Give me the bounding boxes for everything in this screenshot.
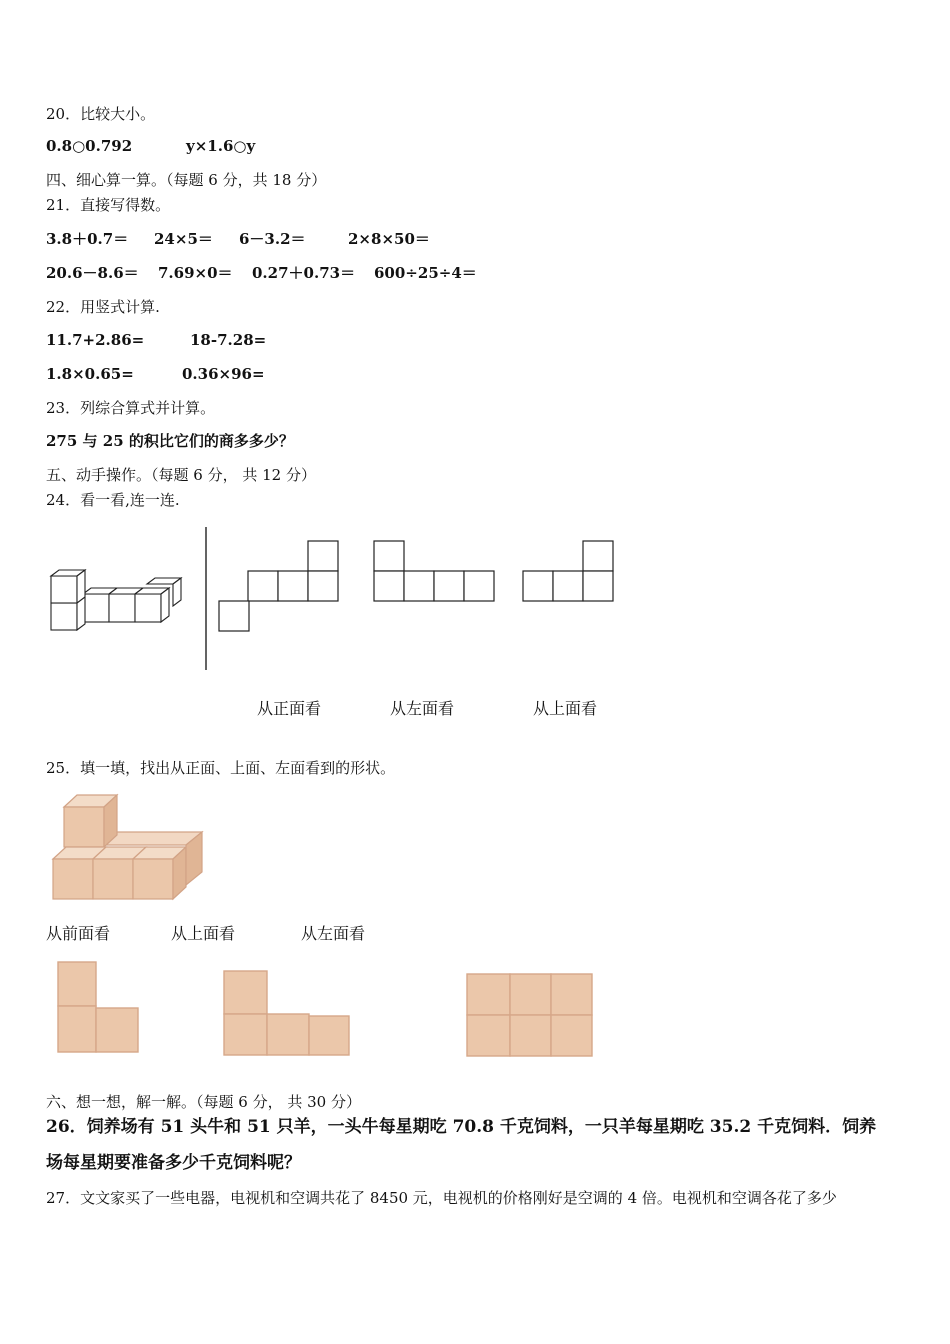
q25-label: 从左面看	[301, 924, 366, 943]
q24-divider	[203, 527, 209, 670]
q27-line-1: 27．文文家买了一些电器，电视机和空调共花了 8450 元，电视机的价格刚好是空调的 4 倍。电视机和空调各花了多少	[46, 1189, 837, 1207]
q25-title: 25．填一填，找出从正面、上面、左面看到的形状。	[46, 759, 396, 777]
q25-block-figure	[50, 792, 206, 904]
q25-label: 从上面看	[171, 924, 236, 943]
q21-item: 2×8×50＝	[348, 230, 430, 248]
q21-item: 20.6－8.6＝	[46, 264, 139, 282]
q23-title: 23．列综合算式并计算。	[46, 399, 216, 417]
q21-item: 3.8＋0.7＝	[46, 230, 129, 248]
q24-view-2	[372, 540, 496, 603]
section-4-heading: 四、细心算一算。（每题 6 分，共 18 分）	[46, 171, 327, 189]
q23-text: 275 与 25 的积比它们的商多多少？	[46, 432, 294, 450]
q25-label: 从前面看	[46, 924, 111, 943]
q21-item: 24×5＝	[154, 230, 213, 248]
q22-item: 11.7+2.86=	[46, 331, 145, 349]
q24-label: 从上面看	[533, 699, 598, 718]
q25-view-left	[465, 972, 595, 1058]
q25-view-front	[56, 960, 142, 1056]
section-5-heading: 五、动手操作。（每题 6 分， 共 12 分）	[46, 466, 316, 484]
q24-label: 从左面看	[390, 699, 455, 718]
q24-label: 从正面看	[257, 699, 322, 718]
q22-item: 1.8×0.65=	[46, 365, 134, 383]
q24-view-3	[521, 540, 615, 603]
section-6-heading: 六、想一想，解一解。（每题 6 分， 共 30 分）	[46, 1093, 361, 1111]
q22-item: 0.36×96=	[182, 365, 265, 383]
q21-item: 0.27＋0.73＝	[252, 264, 356, 282]
q21-title: 21．直接写得数。	[46, 196, 171, 214]
q20-compare-a: 0.8○0.792	[46, 137, 133, 155]
q20-title: 20．比较大小。	[46, 105, 156, 123]
q25-view-top	[222, 969, 352, 1057]
q21-item: 600÷25÷4＝	[374, 264, 477, 282]
q24-view-1	[218, 540, 340, 632]
q20-compare-b: y×1.6○y	[186, 137, 256, 155]
q24-title: 24．看一看,连一连.	[46, 491, 180, 509]
q26-line-1: 26．饲养场有 51 头牛和 51 只羊，一头牛每星期吃 70.8 千克饲料，一只羊每星期吃 35.2 千克饲料．饲养	[46, 1117, 877, 1137]
q22-item: 18-7.28=	[190, 331, 267, 349]
q22-title: 22．用竖式计算.	[46, 298, 160, 316]
q21-item: 6－3.2＝	[239, 230, 306, 248]
q21-item: 7.69×0＝	[158, 264, 233, 282]
q26-line-2: 场每星期要准备多少千克饲料呢？	[46, 1153, 301, 1173]
q24-cube-figure	[46, 570, 186, 635]
